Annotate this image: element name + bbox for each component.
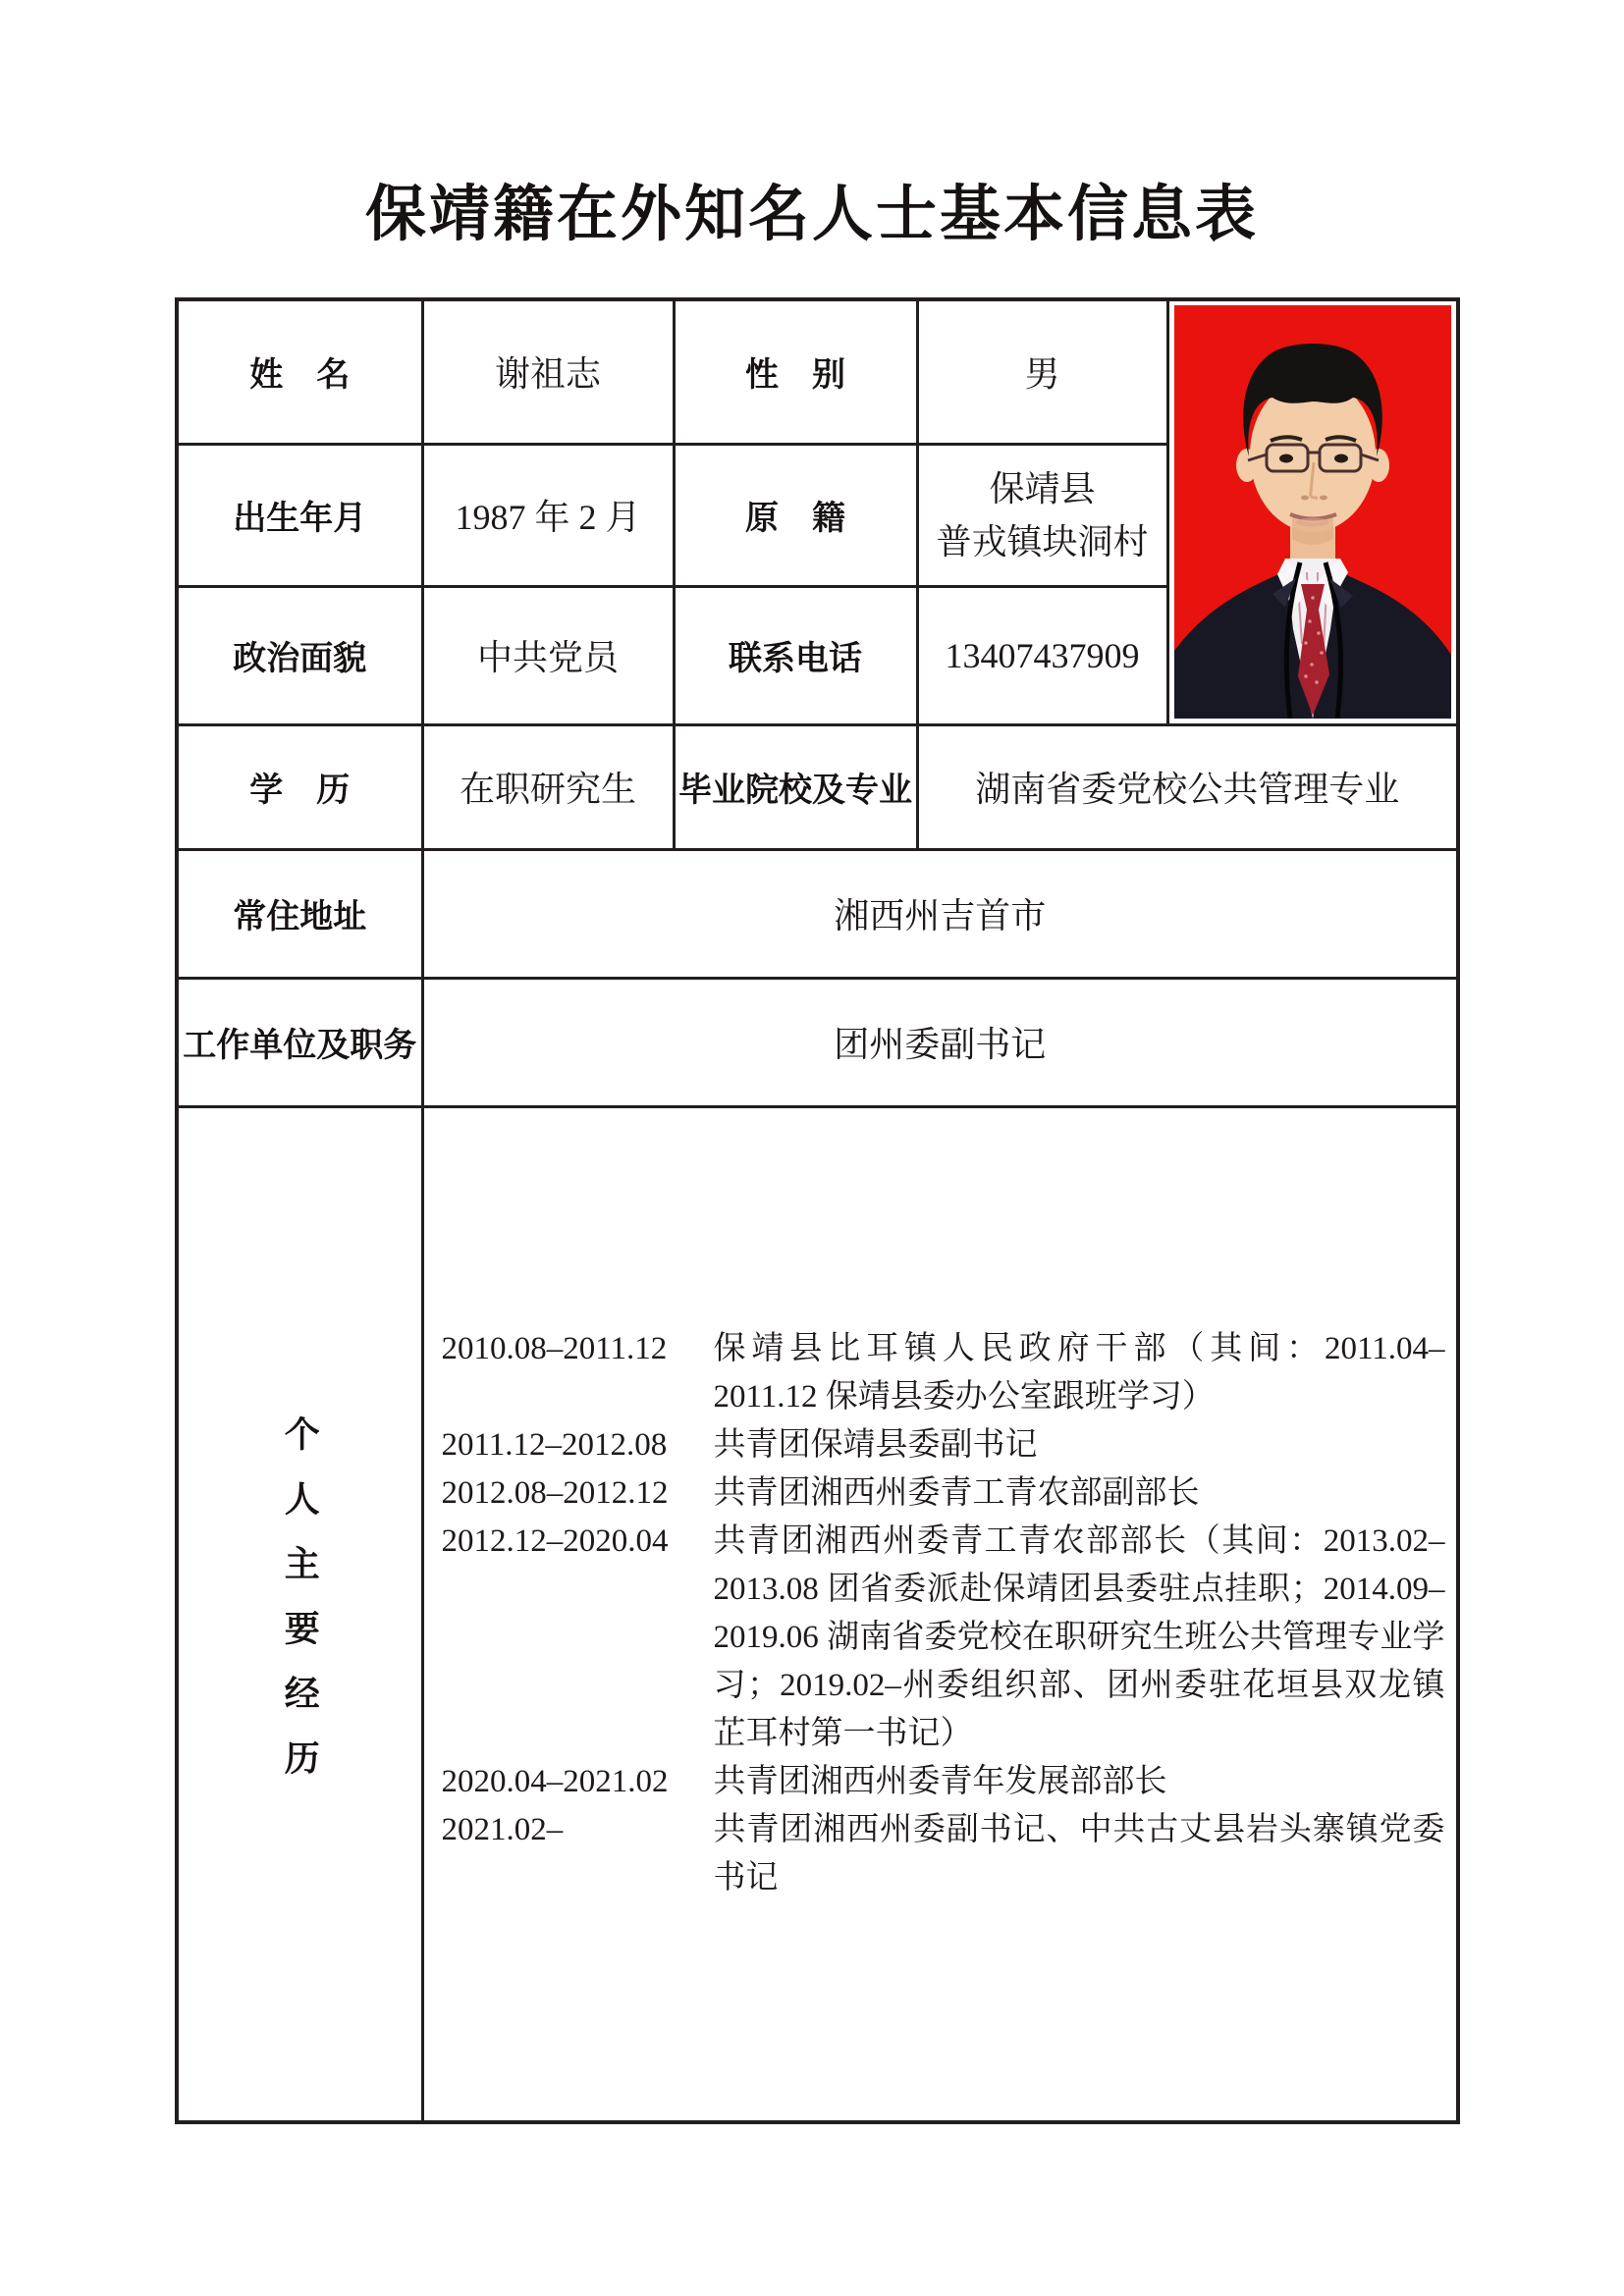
- origin-line2: 普戎镇块洞村: [936, 521, 1149, 561]
- nostril-right: [1320, 496, 1327, 501]
- political-label: 政治面貌: [177, 586, 422, 724]
- row-work: [177, 978, 1458, 1106]
- education-label: 学 历: [177, 724, 422, 849]
- gender-value: 男: [917, 299, 1167, 444]
- school-value: 湖南省委党校公共管理专业: [917, 724, 1458, 849]
- experience-period: 2011.12–2012.08: [441, 1427, 668, 1464]
- experience-entry: [442, 1518, 1457, 1758]
- address-label: 常住地址: [177, 849, 422, 978]
- work-value: 团州委副书记: [422, 978, 1458, 1106]
- experience-description: 共青团保靖县委副书记: [713, 1427, 1038, 1464]
- experience-label-cell: [177, 1106, 422, 2122]
- experience-period: 2012.12–2020.04: [441, 1523, 669, 1560]
- photo-cell: [1167, 299, 1458, 724]
- birth-value: 1987 年 2 月: [422, 444, 674, 586]
- birth-label: 出生年月: [177, 444, 422, 586]
- row-education-school: [177, 724, 1458, 849]
- experience-description: 共青团湘西州委青工青农部副部长: [713, 1475, 1200, 1512]
- phone-value: 13407437909: [917, 586, 1167, 724]
- origin-label: 原 籍: [674, 444, 917, 586]
- eye-right: [1334, 454, 1348, 463]
- name-label: 姓 名: [177, 299, 422, 444]
- experience-vertical-label: 个人主要经历: [280, 1415, 321, 1804]
- political-value: 中共党员: [422, 586, 674, 724]
- school-label: 毕业院校及专业: [674, 724, 917, 849]
- origin-line1: 保靖县: [989, 468, 1096, 508]
- experience-entry: [442, 1758, 1457, 1806]
- experience-content-cell: [422, 1106, 1458, 2122]
- info-table: [175, 297, 1460, 2124]
- name-value: 谢祖志: [422, 299, 674, 444]
- origin-value: [917, 444, 1167, 586]
- page-title: 保靖籍在外知名人士基本信息表: [364, 182, 1259, 248]
- gender-label: 性 别: [674, 299, 917, 444]
- experience-description: 共青团湘西州委青工青农部部长（其间：2013.02–2013.08 团省委派赴保靖团县委驻点挂职；2014.09–2019.06 湖南省委党校在职研究生班公共管理专业学习；2019.02–州委组织部、团州委驻花垣县双龙镇芷耳村第一书记）: [713, 1523, 1445, 1752]
- experience-period: 2020.04–2021.02: [441, 1764, 669, 1800]
- work-label: 工作单位及职务: [177, 978, 422, 1106]
- experience-entry: [442, 1806, 1457, 1902]
- experience-entry: [442, 1469, 1457, 1518]
- nostril-left: [1301, 496, 1309, 501]
- experience-period: 2021.02–: [441, 1812, 564, 1848]
- experience-description: 保靖县比耳镇人民政府干部（其间：2011.04–2011.12 保靖县委办公室跟班学习）: [713, 1331, 1445, 1415]
- eye-left: [1279, 454, 1293, 463]
- address-value: 湘西州吉首市: [422, 849, 1458, 978]
- row-experience: [177, 1106, 1458, 2122]
- experience-period: 2010.08–2011.12: [441, 1331, 668, 1367]
- experience-entry: [442, 1325, 1457, 1421]
- lower-lip: [1296, 518, 1329, 527]
- experience-list: [424, 1325, 1457, 1902]
- row-name-gender: [177, 299, 1458, 444]
- portrait-photo-graphic: [1174, 305, 1451, 719]
- id-photo: [1174, 305, 1451, 719]
- experience-description: 共青团湘西州委青年发展部部长: [713, 1764, 1167, 1800]
- experience-period: 2012.08–2012.12: [441, 1475, 669, 1512]
- experience-description: 共青团湘西州委副书记、中共古丈县岩头寨镇党委书记: [713, 1812, 1445, 1896]
- experience-entry: [442, 1421, 1457, 1469]
- phone-label: 联系电话: [674, 586, 917, 724]
- row-address: [177, 849, 1458, 978]
- education-value: 在职研究生: [422, 724, 674, 849]
